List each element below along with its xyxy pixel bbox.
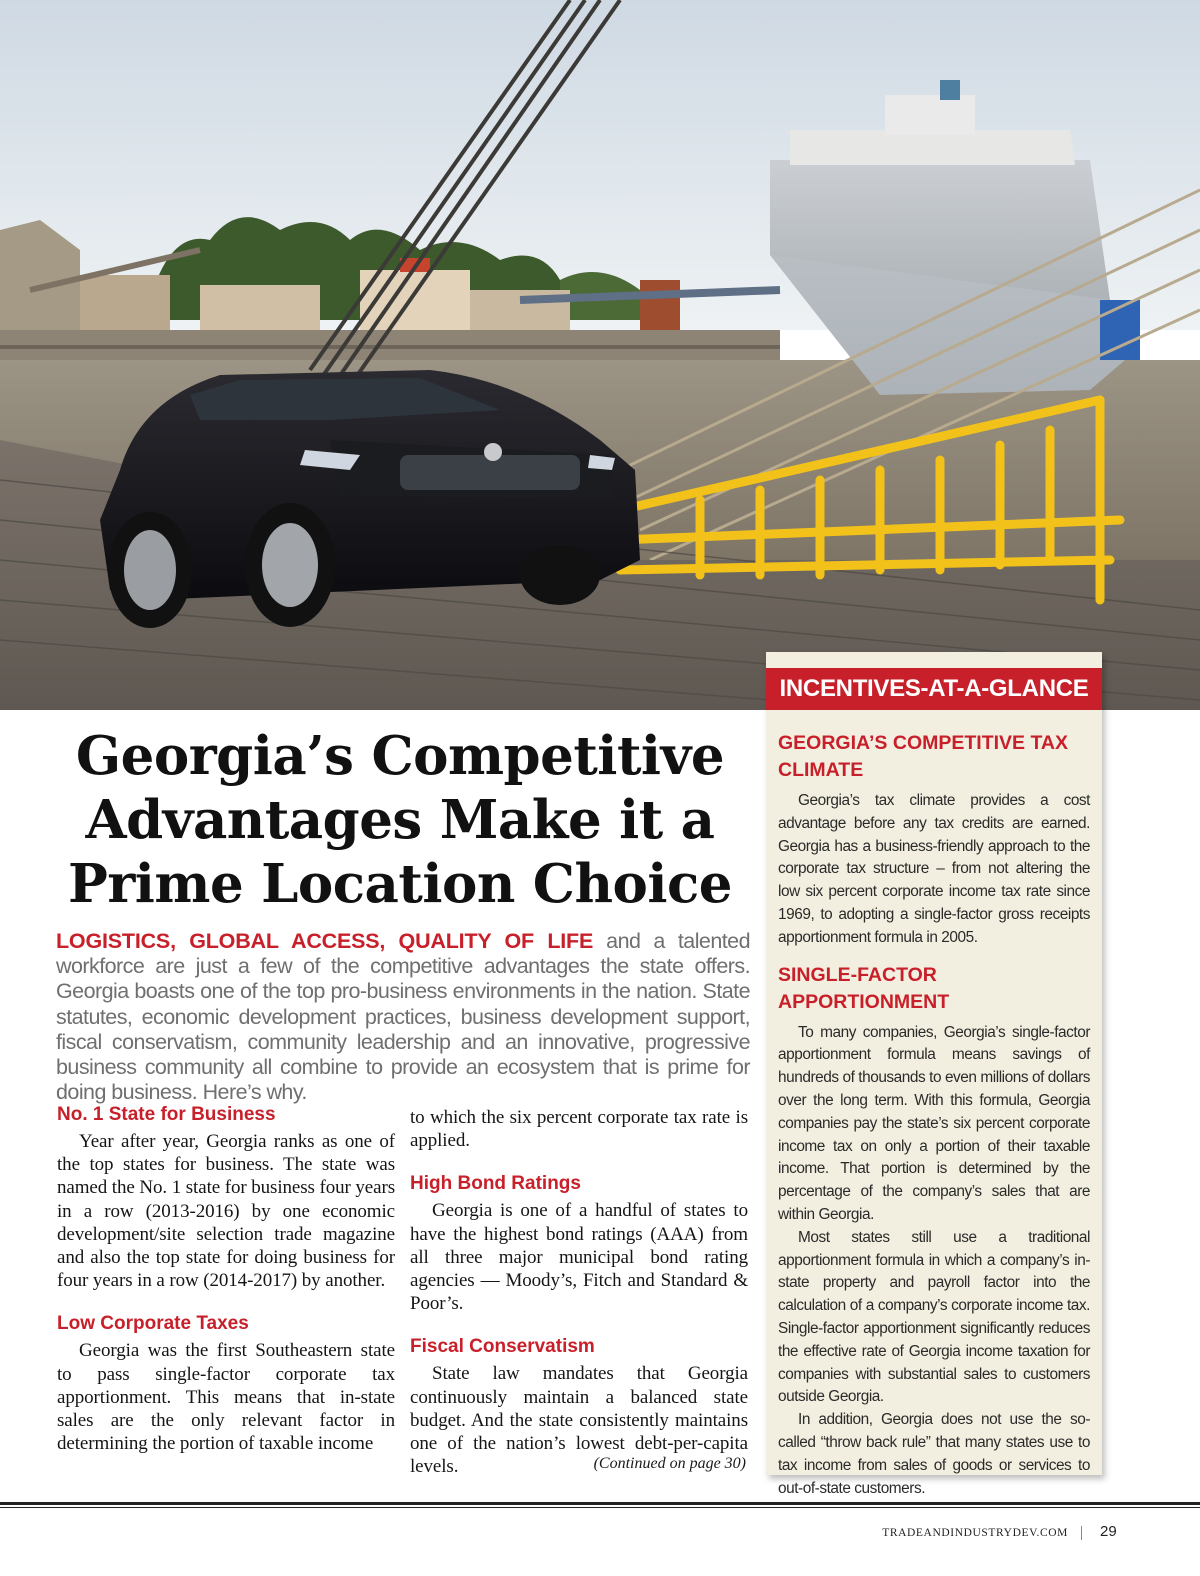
footer-rule: [0, 1502, 1200, 1505]
body-column-2: [410, 1103, 748, 1493]
sidebar-paragraph: In addition, Georgia does not use the so-called “throw back rule” that many states use to tax income from sales of goods or services to out-of-state customers.: [778, 1411, 1090, 1497]
body-column-1: [57, 1103, 395, 1475]
sidebar-heading: SINGLE-FACTOR APPORTIONMENT: [778, 963, 950, 1013]
sidebar-paragraph: Most states still use a traditional apportionment formula in which a company’s in-state property and payroll factor into the calculation of a company’s corporate income tax. Single-factor apportionment significantly reduces the effective rate of Georgia income taxation for companies with substantial sales to customers outside Georgia.: [778, 1228, 1090, 1406]
article-headline: [40, 724, 760, 916]
deck-text: and a talented workforce are just a few of the competitive advantages the state offers. Georgia boasts one of the top pro-business environments in the nation. State statutes, economic development practices, business development support, fiscal conservatism, community leadership and an innovative, progressive business community all combine to provide an ecosystem that is prime for doing business. Here’s why.: [56, 929, 750, 1105]
section-body-continued: to which the six percent corporate tax rate is applied.: [410, 1107, 748, 1152]
footer-rule-thin: [0, 1507, 1200, 1508]
incentives-sidebar: [766, 652, 1102, 1497]
article-deck: [56, 929, 750, 1105]
section-heading: High Bond Ratings: [410, 1173, 581, 1195]
section-body: Georgia is one of a handful of states to have the highest bond ratings (AAA) from all three major municipal bond rating agencies — Moody’s, Fitch and Standard & Poor’s.: [410, 1200, 748, 1315]
section-body: State law mandates that Georgia continuously maintain a balanced state budget. And the state consistently maintains one of the nation’s lowest debt-per-capita levels.: [410, 1363, 748, 1478]
port-ship-car-illustration: [0, 0, 1200, 710]
headline-line-1: Georgia’s Competitive: [75, 725, 725, 787]
footer-separator: [1081, 1526, 1082, 1540]
page-number: 29: [1100, 1523, 1117, 1540]
sidebar-section-tax-climate: [778, 730, 1090, 950]
headline-line-3: Prime Location Choice: [67, 853, 733, 915]
section-low-taxes-continued: [410, 1106, 748, 1152]
section-fiscal-conservatism: [410, 1335, 748, 1478]
deck-lead: LOGISTICS, GLOBAL ACCESS, QUALITY OF LIFE: [56, 929, 594, 953]
headline-line-2: Advantages Make it a: [85, 789, 715, 851]
sidebar-paragraph: Georgia’s tax climate provides a cost advantage before any tax credits are earned. Georgia has a business-friendly approach to the corporate tax structure – from not altering the low six percent corporate income tax rate since 1969, to adopting a single-factor gross receipts apportionment formula in 2005.: [778, 792, 1090, 946]
continued-note: (Continued on page 30): [593, 1455, 746, 1473]
section-low-taxes: [57, 1312, 395, 1455]
sidebar-title: INCENTIVES-AT-A-GLANCE: [766, 668, 1102, 710]
sidebar-paragraph: To many companies, Georgia’s single-factor apportionment formula means savings of hundreds of thousands to even millions of dollars over the long term. With this formula, Georgia companies pay the state’s six percent corporate income tax on only a portion of their taxable income. That portion is determined by the percentage of the company’s sales that are within Georgia.: [778, 1023, 1090, 1223]
section-body: Georgia was the first Southeastern state to pass single-factor corporate tax apportionment. This means that in-state sales are the only relevant factor in determining the portion of taxable income: [57, 1340, 395, 1455]
section-bond-ratings: [410, 1172, 748, 1315]
section-heading: No. 1 State for Business: [57, 1104, 276, 1125]
sidebar-body: [778, 730, 1090, 1512]
sidebar-heading: GEORGIA’S COMPETITIVE TAX CLIMATE: [778, 732, 1069, 781]
section-no1-state: [57, 1103, 395, 1292]
section-heading: Fiscal Conservatism: [410, 1336, 595, 1358]
sidebar-section-apportionment: [778, 962, 1090, 1501]
footer-site-link[interactable]: TRADEANDINDUSTRYDEV.COM: [882, 1527, 1068, 1539]
section-heading: Low Corporate Taxes: [57, 1313, 249, 1335]
section-body: Year after year, Georgia ranks as one of the top states for business. The state was named the No. 1 state for business four years in a row (2013-2016) by one economic development/site selection trade magazine and also the top state for doing business for four years in a row (2014-2017) by another.: [57, 1131, 395, 1292]
hero-photo: [0, 0, 1200, 710]
